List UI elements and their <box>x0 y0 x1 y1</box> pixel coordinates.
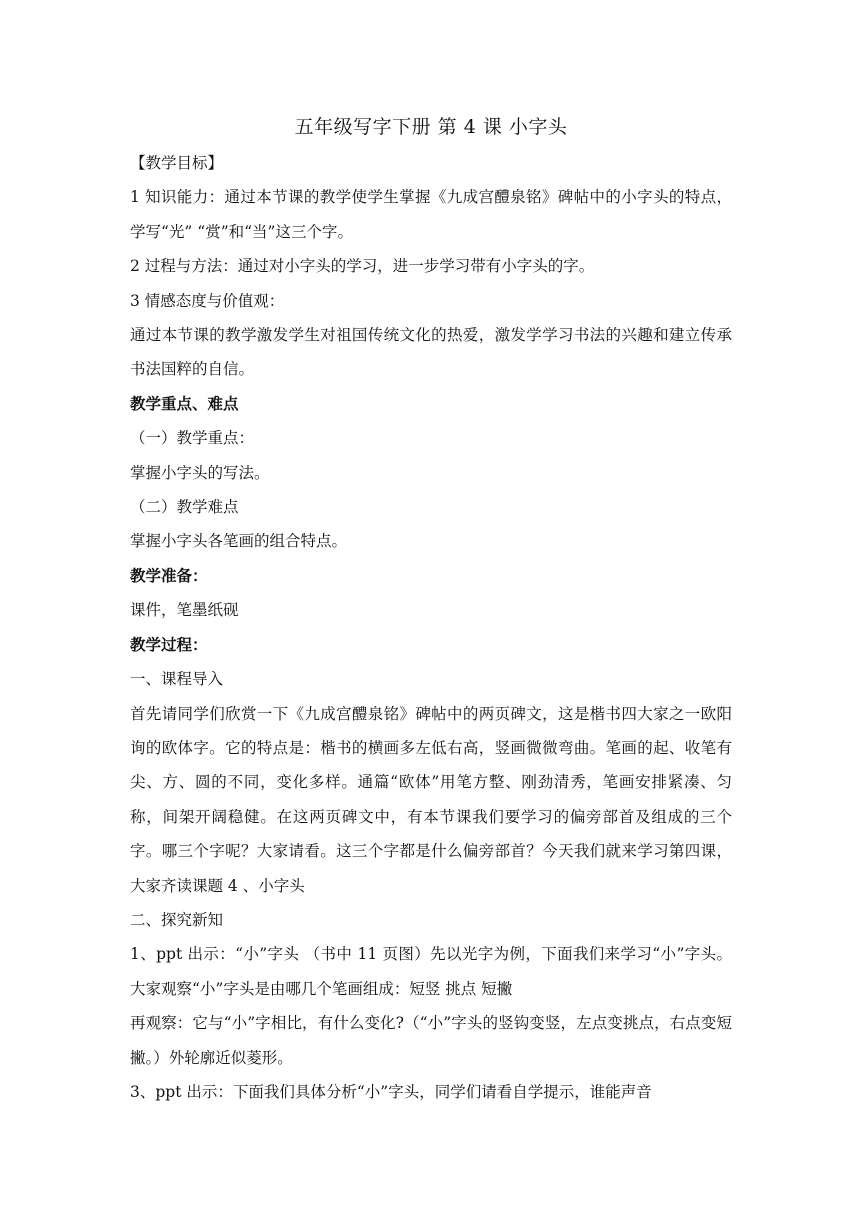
objective-process: 2 过程与方法：通过对小字头的学习，进一步学习带有小字头的字。 <box>130 257 595 276</box>
explore-item-1: 1、ppt 出示：“小”字头 （书中 11 页图）先以光字为例，下面我们来学习“小”字头。大家观察“小”字头是由哪几个笔画组成：短竖 挑点 短撇 <box>130 945 732 998</box>
preparation-heading: 教学准备： <box>130 565 208 585</box>
objective-attitude-label: 3 情感态度与价值观： <box>130 291 285 310</box>
section-intro-heading: 一、课程导入 <box>130 670 224 689</box>
preparation-text: 课件，笔墨纸砚 <box>130 601 239 620</box>
page-title: 五年级写字下册 第 4 课 小字头 <box>294 116 568 138</box>
objective-attitude-text: 通过本节课的教学激发学生对祖国传统文化的热爱，激发学学习书法的兴趣和建立传承书法国粹的自信。 <box>130 326 732 379</box>
difficulty-text: 掌握小字头各笔画的组合特点。 <box>130 532 348 551</box>
process-heading: 教学过程： <box>130 634 208 654</box>
document-page <box>130 112 732 1109</box>
section-intro-text: 首先请同学们欣赏一下《九成宫醴泉铭》碑帖中的两页碑文，这是楷书四大家之一欧阳询的欧体字。它的特点是：楷书的横画多左低右高，竖画微微弯曲。笔画的起、收笔有尖、方、圆的不同，变化多样。通篇“欧体”用笔方整、刚劲清秀，笔画安排紧凑、匀称，间架开阔稳健。在这两页碑文中，有本节课我们要学习的偏旁部首及组成的三个字。哪三个字呢？大家请看。这三个字都是什么偏旁部首？今天我们就来学习第四课，大家齐读课题 4 、小字头 <box>130 704 732 895</box>
key-point-label: （一）教学重点： <box>130 429 255 448</box>
explore-item-observe: 再观察：它与“小”字相比，有什么变化?（“小”字头的竖钩变竖，左点变挑点，右点变短撇。）外轮廓近似菱形。 <box>130 1014 732 1067</box>
objectives-heading: 【教学目标】 <box>130 154 224 172</box>
objective-knowledge: 1 知识能力：通过本节课的教学使学生掌握《九成宫醴泉铭》碑帖中的小字头的特点，学写“光” “赏”和“当”这三个字。 <box>130 188 732 241</box>
key-points-heading: 教学重点、难点 <box>130 393 239 413</box>
key-point-text: 掌握小字头的写法。 <box>130 463 270 482</box>
explore-item-3: 3、ppt 出示：下面我们具体分析“小”字头，同学们请看自学提示，谁能声音 <box>130 1082 652 1101</box>
section-explore-heading: 二、探究新知 <box>130 910 224 929</box>
difficulty-label: （二）教学难点 <box>130 498 239 517</box>
